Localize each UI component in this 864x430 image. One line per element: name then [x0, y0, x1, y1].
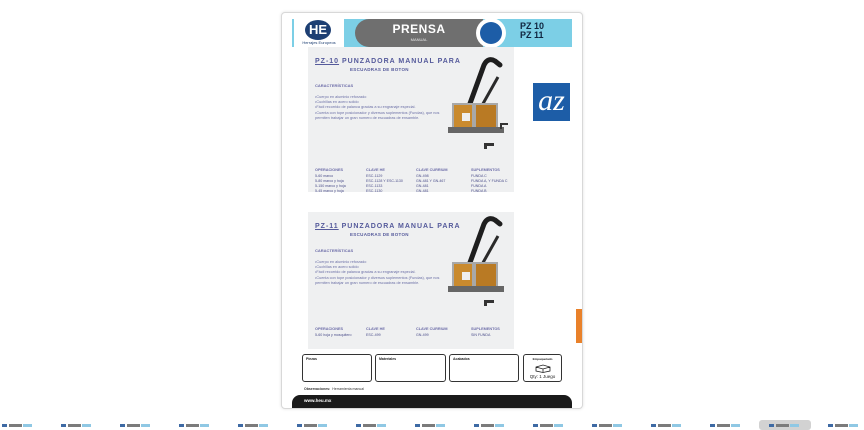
- observaciones-label: Observaciones:: [304, 387, 331, 391]
- feature-item: • Cuchillas en acero solido: [315, 265, 440, 270]
- table-cell: GN-481: [416, 184, 429, 188]
- feature-item: • Cuenta con tope posicionador y diversos suplementos (Fundas), que nos permiten trabajar un gran numero de escuadras de ensamble.: [315, 276, 440, 286]
- empaque-box: [523, 354, 562, 382]
- quantity-label: Qty: 1 Juego: [529, 374, 556, 379]
- table-cell: ESC-499: [366, 333, 381, 337]
- page-title: PRENSA: [392, 22, 446, 36]
- logo-mark: HE: [305, 20, 331, 40]
- page-thumbnail[interactable]: [61, 424, 91, 427]
- page-thumbnail[interactable]: [533, 424, 563, 427]
- table-cell: GN-481 Y GN-467: [416, 179, 446, 183]
- materiales-box: Materiales: [375, 354, 446, 382]
- footer-url[interactable]: www.heu.mx: [304, 398, 332, 403]
- table-cell: FUNDA A: [471, 184, 487, 188]
- page-thumbnail[interactable]: [415, 424, 445, 427]
- table-header-suplementos: SUPLEMENTOS: [471, 327, 500, 331]
- table-column-clave-currium: [416, 333, 429, 338]
- product-code: PZ-10: [315, 58, 340, 65]
- features-heading: CARACTERÍSTICAS: [315, 248, 354, 253]
- az-brand-logo: az: [533, 83, 570, 121]
- product-code: PZ-11: [315, 223, 339, 230]
- features-list: [315, 95, 440, 121]
- page-thumbnail[interactable]: [2, 424, 32, 427]
- table-header-clave-currium: CLAVE CURRIUM: [416, 168, 448, 172]
- table-cell: ESC-1128 Y ESC-1130: [366, 179, 403, 183]
- page-header: [292, 19, 572, 47]
- table-cell: 5-60 marco: [315, 174, 334, 178]
- table-column-operaciones: [315, 333, 359, 338]
- page-footer: [292, 395, 572, 408]
- table-cell: 5-150 marco y hoja: [315, 184, 346, 188]
- table-column-suplementos: [471, 333, 490, 338]
- product-title: [315, 58, 461, 65]
- package-icon: [535, 364, 551, 373]
- table-column-clave-currium: [416, 174, 445, 194]
- page-subtitle: MANUAL: [410, 37, 428, 42]
- page-thumbnail[interactable]: [120, 424, 150, 427]
- model-code: PZ 11: [520, 30, 544, 40]
- page-thumbnail-strip: [0, 420, 864, 430]
- table-cell: 5-80 marco y hoja: [315, 179, 344, 183]
- table-column-clave-he: [366, 174, 403, 194]
- piezas-box: Piezas: [302, 354, 372, 382]
- page-thumbnail[interactable]: [710, 424, 740, 427]
- page-thumbnail[interactable]: [769, 424, 799, 427]
- table-header-suplementos: SUPLEMENTOS: [471, 168, 500, 172]
- feature-item: • Cuerpo en aluminio reforzado: [315, 95, 440, 100]
- table-cell: FUNDA C: [471, 174, 487, 178]
- company-logo: [294, 19, 344, 47]
- table-cell: GN-481: [416, 189, 429, 193]
- product-title-text: PUNZADORA MANUAL PARA: [342, 58, 461, 65]
- page-thumbnail[interactable]: [356, 424, 386, 427]
- logo-subtitle: Herrajes Europeos: [302, 40, 336, 45]
- feature-item: • Fácil recorrido de palanca gracias a su engranaje especial.: [315, 105, 440, 110]
- empaque-label: Empaquetado: [532, 357, 553, 361]
- product-subtitle: ESCUADRAS DE BOTON: [350, 232, 409, 237]
- model-codes: [520, 22, 544, 40]
- table-column-clave-he: [366, 333, 381, 338]
- table-cell: GN-499: [416, 333, 429, 337]
- table-cell: SIN FUNDA: [471, 333, 491, 337]
- table-cell: ESC-1130: [366, 189, 383, 193]
- product-title-text: PUNZADORA MANUAL PARA: [341, 223, 461, 230]
- table-cell: 5-60 hoja y mosquitero: [315, 333, 352, 337]
- observaciones: [304, 387, 364, 391]
- product-panel-pz10: [308, 47, 514, 192]
- page-thumbnail[interactable]: [297, 424, 327, 427]
- header-dot-icon: [480, 22, 502, 44]
- table-cell: GN-498: [416, 174, 429, 178]
- table-cell: FUNDA B: [471, 189, 487, 193]
- feature-item: • Fácil recorrido de palanca gracias a su engranaje especial.: [315, 270, 440, 275]
- table-cell: 5-45 marco y hoja: [315, 189, 344, 193]
- table-column-suplementos: [471, 174, 507, 194]
- table-header-clave-he: CLAVE HE: [366, 168, 385, 172]
- table-column-operaciones: [315, 174, 346, 194]
- page-thumbnail[interactable]: [238, 424, 268, 427]
- feature-item: • Cuchillas en acero solido: [315, 100, 440, 105]
- product-subtitle: ESCUADRAS DE BOTON: [350, 67, 409, 72]
- page-thumbnail[interactable]: [592, 424, 622, 427]
- acabados-box: Acabados: [449, 354, 519, 382]
- model-code: PZ 10: [520, 21, 545, 31]
- feature-item: • Cuerpo en aluminio reforzado: [315, 260, 440, 265]
- catalog-page: [281, 12, 583, 409]
- table-header-operaciones: OPERACIONES: [315, 327, 344, 331]
- product-title: [315, 223, 461, 230]
- table-cell: ESC-1133: [366, 184, 383, 188]
- table-cell: ESC-1129: [366, 174, 383, 178]
- features-heading: CARACTERÍSTICAS: [315, 83, 354, 88]
- features-list: [315, 260, 440, 286]
- table-header-clave-currium: CLAVE CURRIUM: [416, 327, 448, 331]
- title-banner: [355, 19, 483, 47]
- punch-press-image: [440, 216, 510, 308]
- punch-press-image: [440, 57, 510, 149]
- side-tab-marker: [576, 309, 582, 343]
- observaciones-value: Herramienta manual: [332, 387, 364, 391]
- page-thumbnail[interactable]: [179, 424, 209, 427]
- table-header-operaciones: OPERACIONES: [315, 168, 344, 172]
- table-cell: FUNDA A, Y FUNDA C: [471, 179, 508, 183]
- table-header-clave-he: CLAVE HE: [366, 327, 385, 331]
- page-thumbnail[interactable]: [651, 424, 681, 427]
- product-panel-pz11: [308, 212, 514, 349]
- feature-item: • Cuenta con tope posicionador y diversos suplementos (Fundas), que nos permiten trabajar un gran numero de escuadras de ensamble.: [315, 111, 440, 121]
- page-thumbnail[interactable]: [828, 424, 858, 427]
- page-thumbnail[interactable]: [474, 424, 504, 427]
